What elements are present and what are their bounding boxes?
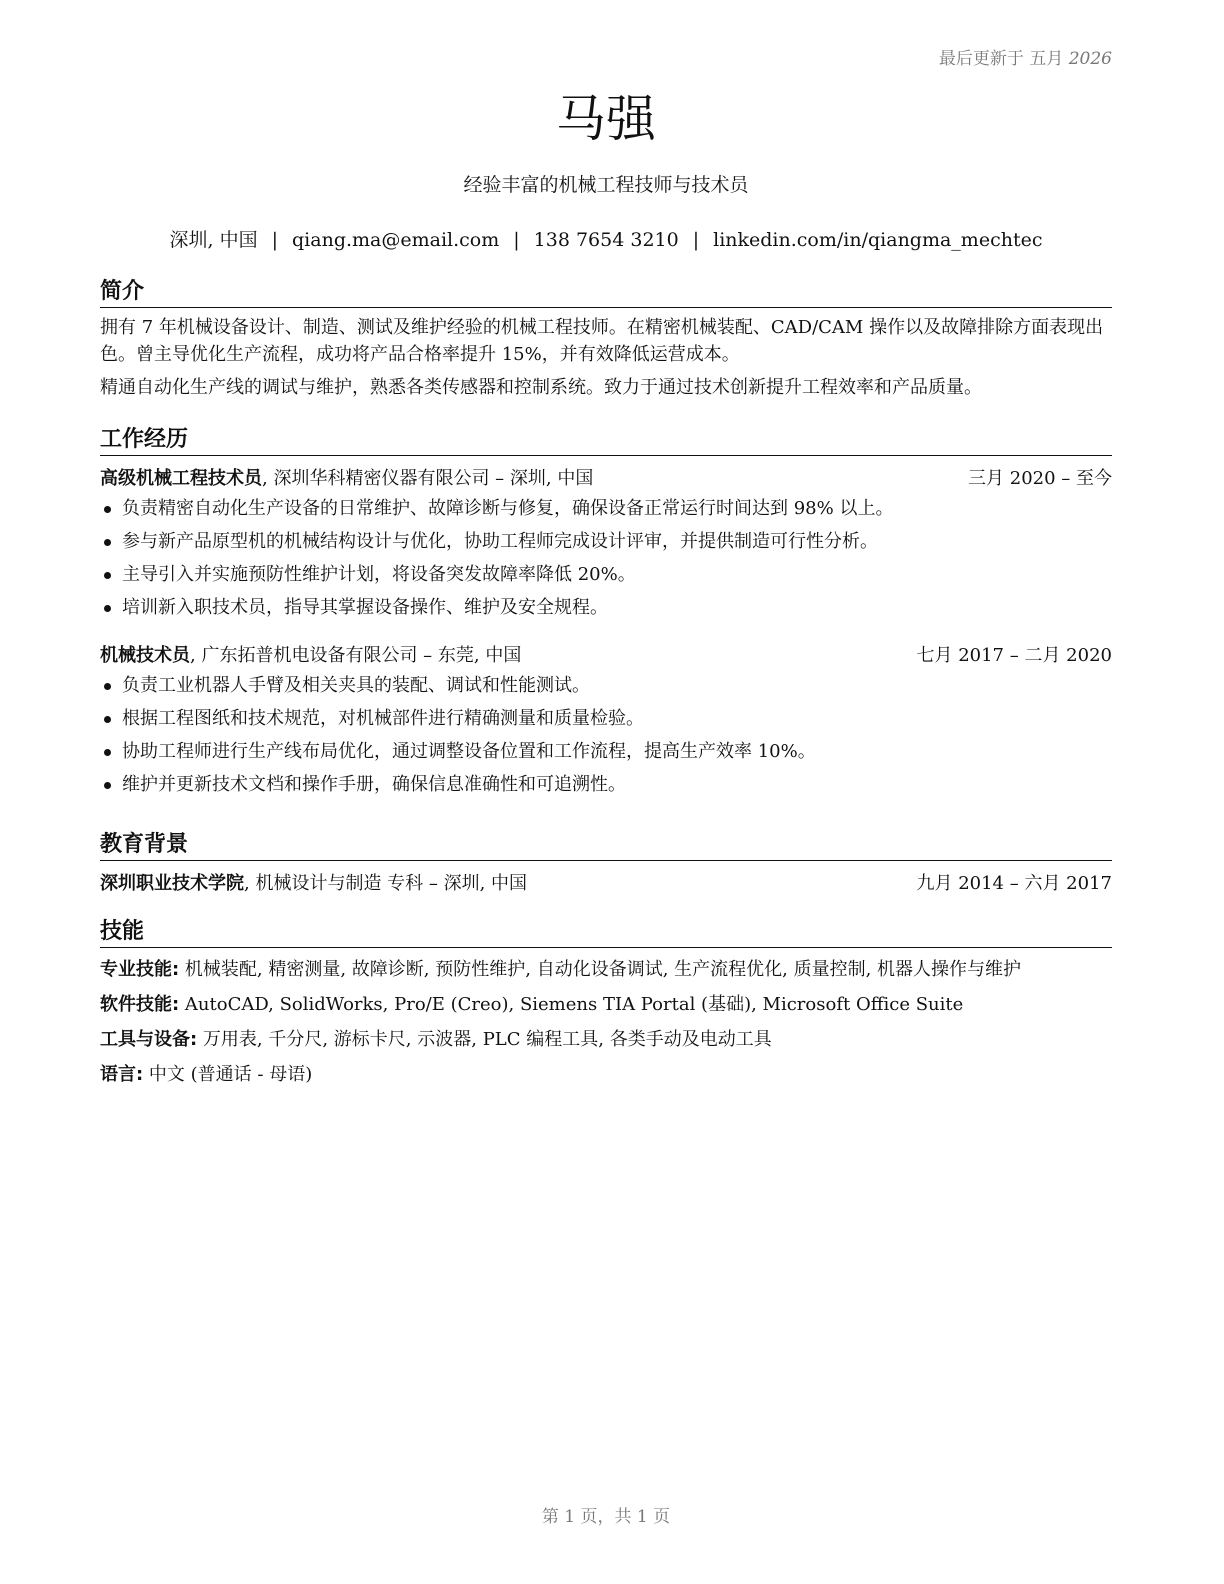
job-role: 高级机械工程技术员 — [100, 468, 262, 489]
education-school: 深圳职业技术学院 — [100, 873, 244, 894]
skill-value: 中文 (普通话 - 母语) — [143, 1064, 313, 1085]
list-item: 协助工程师进行生产线布局优化，通过调整设备位置和工作流程，提高生产效率 10%。 — [100, 739, 1112, 765]
skill-row — [100, 992, 1112, 1018]
skill-label: 语言: — [100, 1064, 144, 1085]
skill-value: 万用表, 千分尺, 游标卡尺, 示波器, PLC 编程工具, 各类手动及电动工具 — [197, 1029, 772, 1050]
job-org: , 深圳华科精密仪器有限公司 – 深圳, 中国 — [262, 468, 594, 489]
contact-line — [100, 225, 1112, 252]
skill-row — [100, 1062, 1112, 1088]
contact-separator: | — [271, 229, 279, 251]
list-item: 维护并更新技术文档和操作手册，确保信息准确性和可追溯性。 — [100, 772, 1112, 798]
skill-label: 专业技能: — [100, 959, 180, 980]
job-dates: 七月 2017 – 二月 2020 — [916, 645, 1112, 666]
summary-paragraph: 精通自动化生产线的调试与维护，熟悉各类传感器和控制系统。致力于通过技术创新提升工程效率和产品质量。 — [100, 377, 982, 398]
list-item: 负责精密自动化生产设备的日常维护、故障诊断与修复，确保设备正常运行时间达到 98% 以上。 — [100, 496, 1112, 522]
last-updated-label: 最后更新于 五月 — [938, 49, 1064, 69]
page-footer: 第 1 页，共 1 页 — [541, 1507, 671, 1527]
list-item: 负责工业机器人手臂及相关夹具的装配、调试和性能测试。 — [100, 673, 1112, 699]
education-detail: , 机械设计与制造 专科 – 深圳, 中国 — [244, 873, 528, 894]
job-title-line — [100, 466, 593, 492]
skill-value: AutoCAD, SolidWorks, Pro/E (Creo), Siemens TIA Portal (基础), Microsoft Office Suite — [179, 994, 964, 1015]
contact-email[interactable]: qiang.ma@email.com — [292, 229, 500, 251]
section-title-experience: 工作经历 — [100, 426, 1112, 456]
skill-row — [100, 1027, 1112, 1053]
education-dates: 九月 2014 – 六月 2017 — [916, 873, 1112, 894]
candidate-name: 马强 — [556, 90, 656, 148]
skills-section — [100, 918, 1112, 1088]
list-item: 培训新入职技术员，指导其掌握设备操作、维护及安全规程。 — [100, 595, 1112, 621]
job-dates: 三月 2020 – 至今 — [968, 468, 1112, 489]
skill-row — [100, 957, 1112, 983]
contact-linkedin[interactable]: linkedin.com/in/qiangma_mechtec — [713, 229, 1043, 251]
experience-section — [100, 426, 1112, 798]
contact-location: 深圳, 中国 — [169, 229, 258, 251]
last-updated-year: 2026 — [1068, 49, 1112, 69]
job-role: 机械技术员 — [100, 645, 190, 666]
education-header — [100, 871, 1112, 897]
section-title-skills: 技能 — [100, 918, 1112, 948]
resume-page — [100, 0, 1112, 1584]
skill-value: 机械装配, 精密测量, 故障诊断, 预防性维护, 自动化设备调试, 生产流程优化, 质量控制, 机器人操作与维护 — [179, 959, 1022, 980]
last-updated — [939, 44, 1112, 69]
job-org: , 广东拓普机电设备有限公司 – 东莞, 中国 — [190, 645, 522, 666]
job-header — [100, 466, 1112, 492]
summary-paragraph: 拥有 7 年机械设备设计、制造、测试及维护经验的机械工程技师。在精密机械装配、CAD/CAM 操作以及故障排除方面表现出色。曾主导优化生产流程，成功将产品合格率提升 15%，并有效降低运营成本。 — [100, 317, 1104, 365]
job-header — [100, 643, 1112, 669]
job-bullets — [100, 496, 1112, 621]
candidate-headline: 经验丰富的机械工程技师与技术员 — [463, 174, 749, 196]
list-item: 根据工程图纸和技术规范，对机械部件进行精确测量和质量检验。 — [100, 706, 1112, 732]
section-title-education: 教育背景 — [100, 831, 1112, 861]
job-bullets — [100, 673, 1112, 798]
job-title-line — [100, 643, 521, 669]
skill-label: 工具与设备: — [100, 1029, 198, 1050]
summary-section — [100, 278, 1112, 401]
skill-label: 软件技能: — [100, 994, 180, 1015]
list-item: 参与新产品原型机的机械结构设计与优化，协助工程师完成设计评审，并提供制造可行性分析。 — [100, 529, 1112, 555]
section-title-summary: 简介 — [100, 278, 1112, 308]
contact-separator: | — [513, 229, 520, 251]
education-line — [100, 871, 527, 897]
education-section — [100, 831, 1112, 897]
contact-separator: | — [692, 229, 700, 251]
contact-phone: 138 7654 3210 — [533, 229, 679, 251]
list-item: 主导引入并实施预防性维护计划，将设备突发故障率降低 20%。 — [100, 562, 1112, 588]
